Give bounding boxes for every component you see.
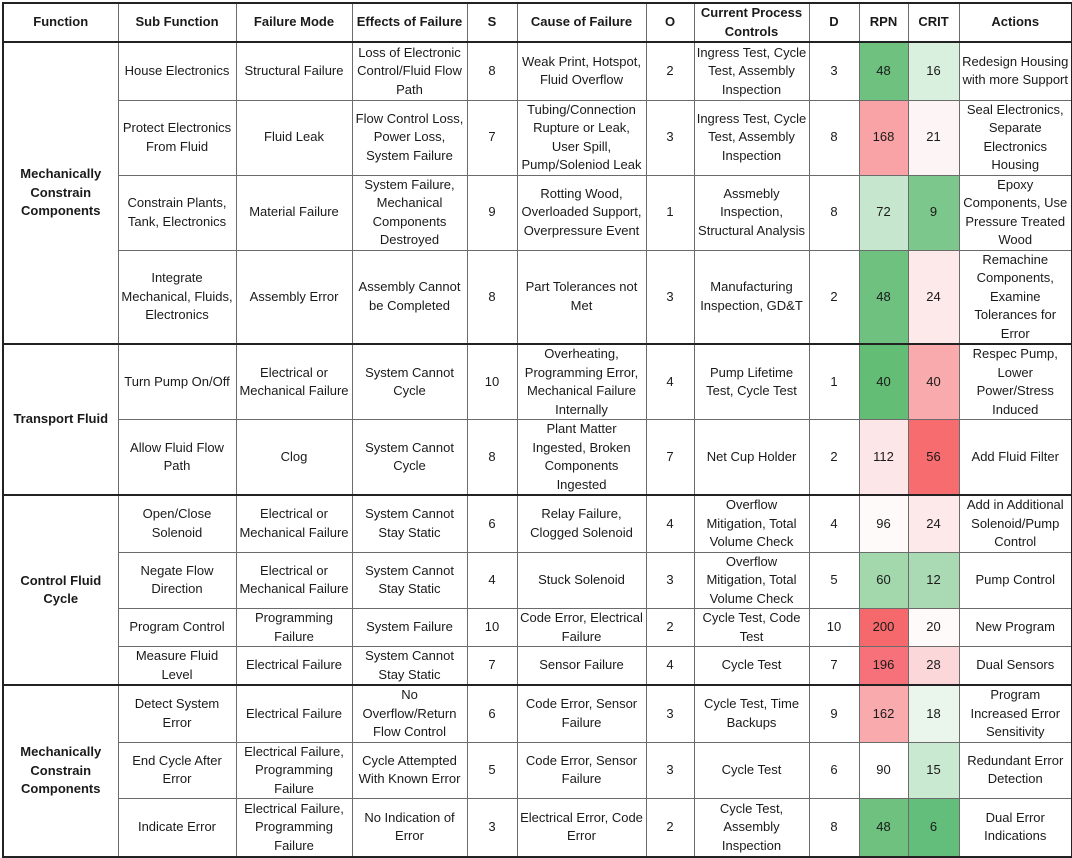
crit-cell: 24 [908, 250, 959, 344]
effects-cell: System Failure, Mechanical Components Destroyed [352, 175, 467, 250]
column-header: Effects of Failure [352, 3, 467, 42]
rpn-cell: 112 [859, 420, 908, 496]
severity-cell: 8 [467, 250, 517, 344]
cause-cell: Rotting Wood, Overloaded Support, Overpressure Event [517, 175, 646, 250]
fmea-table [2, 2, 1072, 858]
severity-cell: 6 [467, 495, 517, 552]
header-row [3, 3, 1072, 42]
detection-cell: 2 [809, 250, 859, 344]
column-header: Actions [959, 3, 1072, 42]
failure-mode-cell: Electrical Failure [236, 647, 352, 686]
actions-cell: Dual Sensors [959, 647, 1072, 686]
column-header: RPN [859, 3, 908, 42]
effects-cell: System Cannot Stay Static [352, 647, 467, 686]
sub-function-cell: Allow Fluid Flow Path [118, 420, 236, 496]
cause-cell: Sensor Failure [517, 647, 646, 686]
failure-mode-cell: Programming Failure [236, 609, 352, 647]
table-row [3, 42, 1072, 100]
failure-mode-cell: Electrical or Mechanical Failure [236, 495, 352, 552]
function-cell: Mechanically Constrain Components [3, 42, 118, 344]
function-cell: Transport Fluid [3, 344, 118, 495]
severity-cell: 8 [467, 42, 517, 100]
cause-cell: Tubing/Connection Rupture or Leak, User Spill, Pump/Soleniod Leak [517, 100, 646, 175]
crit-cell: 24 [908, 495, 959, 552]
sub-function-cell: End Cycle After Error [118, 742, 236, 799]
effects-cell: Cycle Attempted With Known Error [352, 742, 467, 799]
rpn-cell: 72 [859, 175, 908, 250]
process-controls-cell: Cycle Test [694, 647, 809, 686]
rpn-cell: 96 [859, 495, 908, 552]
detection-cell: 9 [809, 685, 859, 742]
table-row [3, 100, 1072, 175]
rpn-cell: 48 [859, 250, 908, 344]
occurrence-cell: 7 [646, 420, 694, 496]
process-controls-cell: Overflow Mitigation, Total Volume Check [694, 552, 809, 609]
actions-cell: Redundant Error Detection [959, 742, 1072, 799]
process-controls-cell: Net Cup Holder [694, 420, 809, 496]
detection-cell: 8 [809, 100, 859, 175]
failure-mode-cell: Fluid Leak [236, 100, 352, 175]
sub-function-cell: Negate Flow Direction [118, 552, 236, 609]
occurrence-cell: 3 [646, 100, 694, 175]
process-controls-cell: Cycle Test, Time Backups [694, 685, 809, 742]
occurrence-cell: 2 [646, 42, 694, 100]
table-row [3, 552, 1072, 609]
failure-mode-cell: Clog [236, 420, 352, 496]
crit-cell: 12 [908, 552, 959, 609]
occurrence-cell: 3 [646, 552, 694, 609]
severity-cell: 7 [467, 647, 517, 686]
severity-cell: 4 [467, 552, 517, 609]
function-cell: Mechanically Constrain Components [3, 685, 118, 857]
actions-cell: Add in Additional Solenoid/Pump Control [959, 495, 1072, 552]
detection-cell: 1 [809, 344, 859, 420]
process-controls-cell: Assmebly Inspection, Structural Analysis [694, 175, 809, 250]
sub-function-cell: Indicate Error [118, 799, 236, 857]
detection-cell: 8 [809, 175, 859, 250]
table-row [3, 742, 1072, 799]
crit-cell: 9 [908, 175, 959, 250]
failure-mode-cell: Assembly Error [236, 250, 352, 344]
severity-cell: 9 [467, 175, 517, 250]
sub-function-cell: Program Control [118, 609, 236, 647]
detection-cell: 7 [809, 647, 859, 686]
detection-cell: 8 [809, 799, 859, 857]
failure-mode-cell: Electrical Failure, Programming Failure [236, 742, 352, 799]
actions-cell: Seal Electronics, Separate Electronics Housing [959, 100, 1072, 175]
cause-cell: Part Tolerances not Met [517, 250, 646, 344]
occurrence-cell: 2 [646, 609, 694, 647]
occurrence-cell: 4 [646, 647, 694, 686]
crit-cell: 40 [908, 344, 959, 420]
actions-cell: Respec Pump, Lower Power/Stress Induced [959, 344, 1072, 420]
severity-cell: 3 [467, 799, 517, 857]
occurrence-cell: 4 [646, 495, 694, 552]
table-row [3, 799, 1072, 857]
table-row [3, 609, 1072, 647]
crit-cell: 15 [908, 742, 959, 799]
effects-cell: System Cannot Stay Static [352, 552, 467, 609]
crit-cell: 21 [908, 100, 959, 175]
rpn-cell: 48 [859, 799, 908, 857]
failure-mode-cell: Material Failure [236, 175, 352, 250]
detection-cell: 5 [809, 552, 859, 609]
column-header: Cause of Failure [517, 3, 646, 42]
table-row [3, 344, 1072, 420]
effects-cell: No Overflow/Return Flow Control [352, 685, 467, 742]
sub-function-cell: Open/Close Solenoid [118, 495, 236, 552]
actions-cell: Remachine Components, Examine Tolerances for Error [959, 250, 1072, 344]
process-controls-cell: Pump Lifetime Test, Cycle Test [694, 344, 809, 420]
rpn-cell: 196 [859, 647, 908, 686]
rpn-cell: 40 [859, 344, 908, 420]
effects-cell: No Indication of Error [352, 799, 467, 857]
table-row [3, 685, 1072, 742]
detection-cell: 6 [809, 742, 859, 799]
table-row [3, 175, 1072, 250]
cause-cell: Weak Print, Hotspot, Fluid Overflow [517, 42, 646, 100]
effects-cell: Flow Control Loss, Power Loss, System Failure [352, 100, 467, 175]
cause-cell: Overheating, Programming Error, Mechanical Failure Internally [517, 344, 646, 420]
occurrence-cell: 1 [646, 175, 694, 250]
severity-cell: 7 [467, 100, 517, 175]
process-controls-cell: Cycle Test, Code Test [694, 609, 809, 647]
process-controls-cell: Overflow Mitigation, Total Volume Check [694, 495, 809, 552]
actions-cell: Program Increased Error Sensitivity [959, 685, 1072, 742]
rpn-cell: 90 [859, 742, 908, 799]
process-controls-cell: Cycle Test [694, 742, 809, 799]
column-header: Failure Mode [236, 3, 352, 42]
sub-function-cell: Turn Pump On/Off [118, 344, 236, 420]
severity-cell: 10 [467, 344, 517, 420]
column-header: Current Process Controls [694, 3, 809, 42]
sub-function-cell: Integrate Mechanical, Fluids, Electronics [118, 250, 236, 344]
failure-mode-cell: Electrical Failure, Programming Failure [236, 799, 352, 857]
process-controls-cell: Ingress Test, Cycle Test, Assembly Inspection [694, 42, 809, 100]
effects-cell: System Cannot Stay Static [352, 495, 467, 552]
process-controls-cell: Cycle Test, Assembly Inspection [694, 799, 809, 857]
failure-mode-cell: Electrical or Mechanical Failure [236, 552, 352, 609]
cause-cell: Code Error, Electrical Failure [517, 609, 646, 647]
cause-cell: Plant Matter Ingested, Broken Components Ingested [517, 420, 646, 496]
cause-cell: Electrical Error, Code Error [517, 799, 646, 857]
occurrence-cell: 4 [646, 344, 694, 420]
table-row [3, 495, 1072, 552]
failure-mode-cell: Electrical Failure [236, 685, 352, 742]
cause-cell: Stuck Solenoid [517, 552, 646, 609]
crit-cell: 56 [908, 420, 959, 496]
table-row [3, 420, 1072, 496]
severity-cell: 6 [467, 685, 517, 742]
actions-cell: Dual Error Indications [959, 799, 1072, 857]
rpn-cell: 48 [859, 42, 908, 100]
table-body [3, 42, 1072, 857]
column-header: D [809, 3, 859, 42]
actions-cell: New Program [959, 609, 1072, 647]
effects-cell: System Cannot Cycle [352, 344, 467, 420]
detection-cell: 4 [809, 495, 859, 552]
failure-mode-cell: Structural Failure [236, 42, 352, 100]
effects-cell: Loss of Electronic Control/Fluid Flow Path [352, 42, 467, 100]
crit-cell: 16 [908, 42, 959, 100]
column-header: S [467, 3, 517, 42]
severity-cell: 5 [467, 742, 517, 799]
effects-cell: Assembly Cannot be Completed [352, 250, 467, 344]
cause-cell: Code Error, Sensor Failure [517, 742, 646, 799]
sub-function-cell: House Electronics [118, 42, 236, 100]
severity-cell: 10 [467, 609, 517, 647]
table-row [3, 647, 1072, 686]
process-controls-cell: Ingress Test, Cycle Test, Assembly Inspection [694, 100, 809, 175]
rpn-cell: 168 [859, 100, 908, 175]
sub-function-cell: Measure Fluid Level [118, 647, 236, 686]
cause-cell: Relay Failure, Clogged Solenoid [517, 495, 646, 552]
rpn-cell: 162 [859, 685, 908, 742]
crit-cell: 28 [908, 647, 959, 686]
effects-cell: System Failure [352, 609, 467, 647]
sub-function-cell: Constrain Plants, Tank, Electronics [118, 175, 236, 250]
detection-cell: 3 [809, 42, 859, 100]
table-row [3, 250, 1072, 344]
cause-cell: Code Error, Sensor Failure [517, 685, 646, 742]
column-header: O [646, 3, 694, 42]
detection-cell: 2 [809, 420, 859, 496]
crit-cell: 6 [908, 799, 959, 857]
sub-function-cell: Detect System Error [118, 685, 236, 742]
occurrence-cell: 3 [646, 250, 694, 344]
column-header: Sub Function [118, 3, 236, 42]
crit-cell: 20 [908, 609, 959, 647]
process-controls-cell: Manufacturing Inspection, GD&T [694, 250, 809, 344]
crit-cell: 18 [908, 685, 959, 742]
occurrence-cell: 3 [646, 685, 694, 742]
actions-cell: Add Fluid Filter [959, 420, 1072, 496]
rpn-cell: 200 [859, 609, 908, 647]
column-header: CRIT [908, 3, 959, 42]
occurrence-cell: 3 [646, 742, 694, 799]
failure-mode-cell: Electrical or Mechanical Failure [236, 344, 352, 420]
function-cell: Control Fluid Cycle [3, 495, 118, 685]
severity-cell: 8 [467, 420, 517, 496]
actions-cell: Epoxy Components, Use Pressure Treated Wood [959, 175, 1072, 250]
actions-cell: Redesign Housing with more Support [959, 42, 1072, 100]
effects-cell: System Cannot Cycle [352, 420, 467, 496]
actions-cell: Pump Control [959, 552, 1072, 609]
rpn-cell: 60 [859, 552, 908, 609]
detection-cell: 10 [809, 609, 859, 647]
column-header: Function [3, 3, 118, 42]
occurrence-cell: 2 [646, 799, 694, 857]
sub-function-cell: Protect Electronics From Fluid [118, 100, 236, 175]
